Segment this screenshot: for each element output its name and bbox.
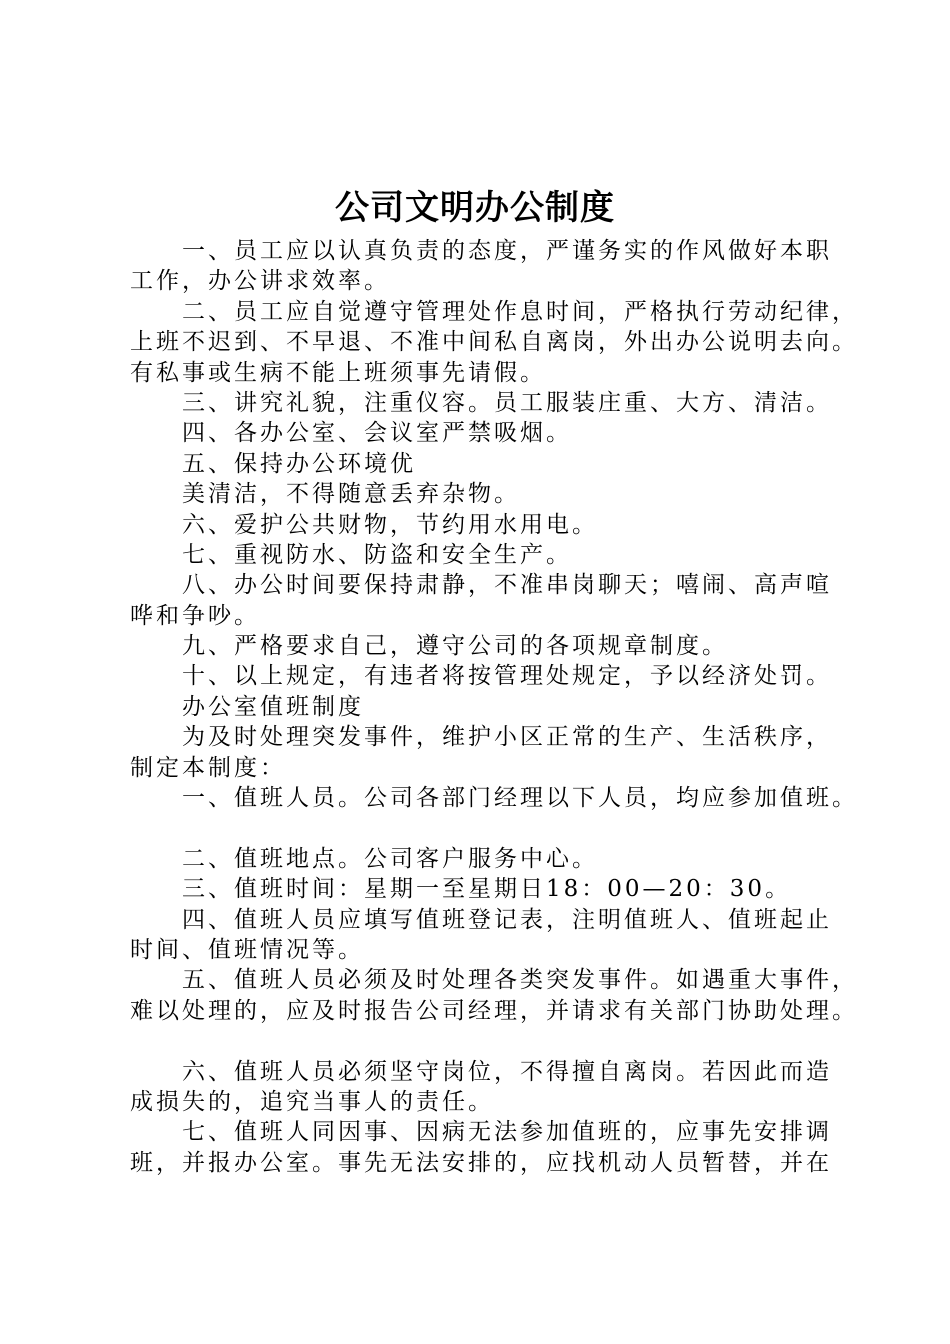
text-line: 美清洁，不得随意丢弃杂物。 <box>182 481 520 508</box>
text-line: 四、值班人员应填写值班登记表，注明值班人、值班起止 <box>182 906 832 933</box>
text-line: 九、严格要求自己，遵守公司的各项规章制度。 <box>182 633 728 660</box>
text-line: 成损失的，追究当事人的责任。 <box>130 1088 494 1115</box>
text-line: 三、值班时间：星期一至星期日18：00—20：30。 <box>182 876 792 903</box>
blank-line <box>130 1026 840 1056</box>
blank-line <box>130 813 840 843</box>
text-line: 六、爱护公共财物，节约用水用电。 <box>182 511 598 538</box>
text-line: 十、以上规定，有违者将按管理处规定，予以经济处罚。 <box>182 663 832 690</box>
text-line: 七、值班人同因事、因病无法参加值班的，应事先安排调 <box>182 1119 832 1146</box>
text-line: 四、各办公室、会议室严禁吸烟。 <box>182 420 572 447</box>
text-line: 制定本制度： <box>130 754 286 781</box>
text-line: 三、讲究礼貌，注重仪容。员工服装庄重、大方、清洁。 <box>182 389 832 416</box>
text-line: 七、重视防水、防盗和安全生产。 <box>182 541 572 568</box>
text-line: 二、员工应自觉遵守管理处作息时间，严格执行劳动纪律， <box>182 298 858 325</box>
text-line: 有私事或生病不能上班须事先请假。 <box>130 359 546 386</box>
text-line: 五、值班人员必须及时处理各类突发事件。如遇重大事件， <box>182 967 858 994</box>
text-line: 时间、值班情况等。 <box>130 936 364 963</box>
text-line: 为及时处理突发事件，维护小区正常的生产、生活秩序， <box>182 724 832 751</box>
text-line: 八、办公时间要保持肃静，不准串岗聊天；嘻闹、高声喧 <box>182 572 832 599</box>
document-title: 公司文明办公制度 <box>335 188 615 228</box>
document-body <box>130 236 858 1178</box>
text-line: 哗和争吵。 <box>130 602 260 629</box>
text-line: 二、值班地点。公司客户服务中心。 <box>182 845 598 872</box>
text-line: 工作，办公讲求效率。 <box>130 268 390 295</box>
text-line: 五、保持办公环境优 <box>182 450 416 477</box>
text-line: 一、员工应以认真负责的态度，严谨务实的作风做好本职 <box>182 238 832 264</box>
text-line: 六、值班人员必须坚守岗位，不得擅自离岗。若因此而造 <box>182 1058 832 1085</box>
text-line: 上班不迟到、不早退、不准中间私自离岗，外出办公说明去向。 <box>130 329 858 356</box>
text-line: 难以处理的，应及时报告公司经理，并请求有关部门协助处理。 <box>130 997 858 1024</box>
text-line: 一、值班人员。公司各部门经理以下人员，均应参加值班。 <box>182 785 858 812</box>
text-line: 办公室值班制度 <box>182 693 364 720</box>
text-line: 班，并报办公室。事先无法安排的，应找机动人员暂替，并在 <box>130 1149 832 1176</box>
